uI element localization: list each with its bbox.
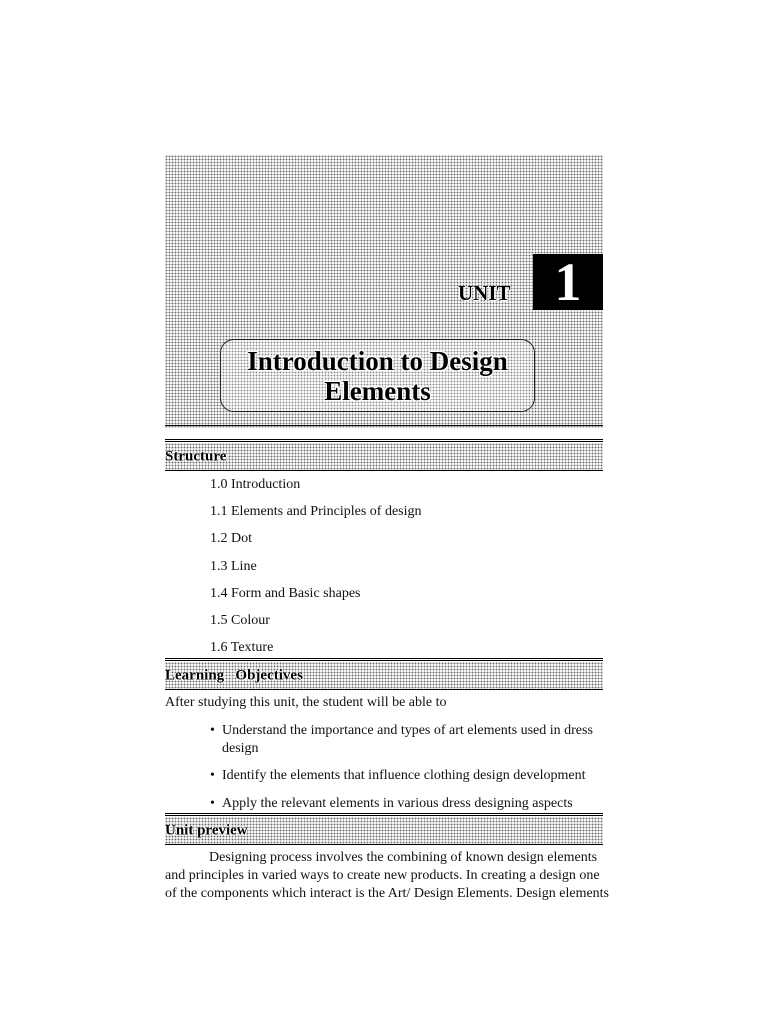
unit-label: UNIT	[458, 281, 511, 305]
objective-bullet	[210, 767, 586, 785]
structure-bottom-rule	[165, 470, 603, 471]
toc-item: 1.0 Introduction	[210, 477, 301, 492]
objectives-intro: After studying this unit, the student will be able to	[165, 695, 447, 710]
toc-item: 1.3 Line	[210, 559, 257, 574]
toc-item: 1.1 Elements and Principles of design	[210, 504, 422, 519]
structure-heading-band	[165, 443, 603, 470]
chapter-title-box	[220, 339, 535, 412]
header-bottom-rule	[165, 425, 603, 426]
toc-item: 1.6 Texture	[210, 640, 274, 655]
unit-number-badge: 1	[533, 254, 603, 310]
objectives-top-rule	[165, 658, 603, 661]
objective-bullet-continuation: design	[222, 741, 259, 756]
objectives-heading-band	[165, 662, 603, 689]
objective-text: Identify the elements that influence clothing design development	[222, 768, 586, 783]
bullet-icon: •	[210, 796, 215, 811]
toc-item: 1.2 Dot	[210, 531, 252, 546]
preview-heading: Unit preview	[165, 822, 248, 838]
chapter-title-line-2: Elements	[324, 375, 431, 406]
structure-heading: Structure	[165, 448, 227, 464]
objectives-heading: Learning Objectives	[165, 667, 303, 683]
objective-bullet	[210, 795, 573, 813]
preview-paragraph-line: and principles in varied ways to create new products. In creating a design one	[165, 868, 600, 883]
structure-top-rule	[165, 439, 603, 442]
preview-top-rule	[165, 813, 603, 816]
preview-heading-band	[165, 817, 603, 844]
bullet-icon: •	[210, 768, 215, 783]
chapter-title	[228, 346, 528, 406]
objective-bullet	[210, 722, 593, 740]
objective-text: Understand the importance and types of art elements used in dress	[222, 723, 593, 738]
bullet-icon: •	[210, 723, 215, 738]
objectives-bottom-rule	[165, 689, 603, 690]
toc-item: 1.5 Colour	[210, 613, 270, 628]
preview-paragraph-line: Designing process involves the combining of known design elements	[209, 850, 598, 865]
objective-text: Apply the relevant elements in various dress designing aspects	[222, 796, 573, 811]
preview-paragraph-line: of the components which interact is the Art/ Design Elements. Design elements	[165, 886, 610, 901]
chapter-title-line-1: Introduction to Design	[247, 345, 508, 376]
toc-item: 1.4 Form and Basic shapes	[210, 586, 361, 601]
preview-bottom-rule	[165, 844, 603, 845]
